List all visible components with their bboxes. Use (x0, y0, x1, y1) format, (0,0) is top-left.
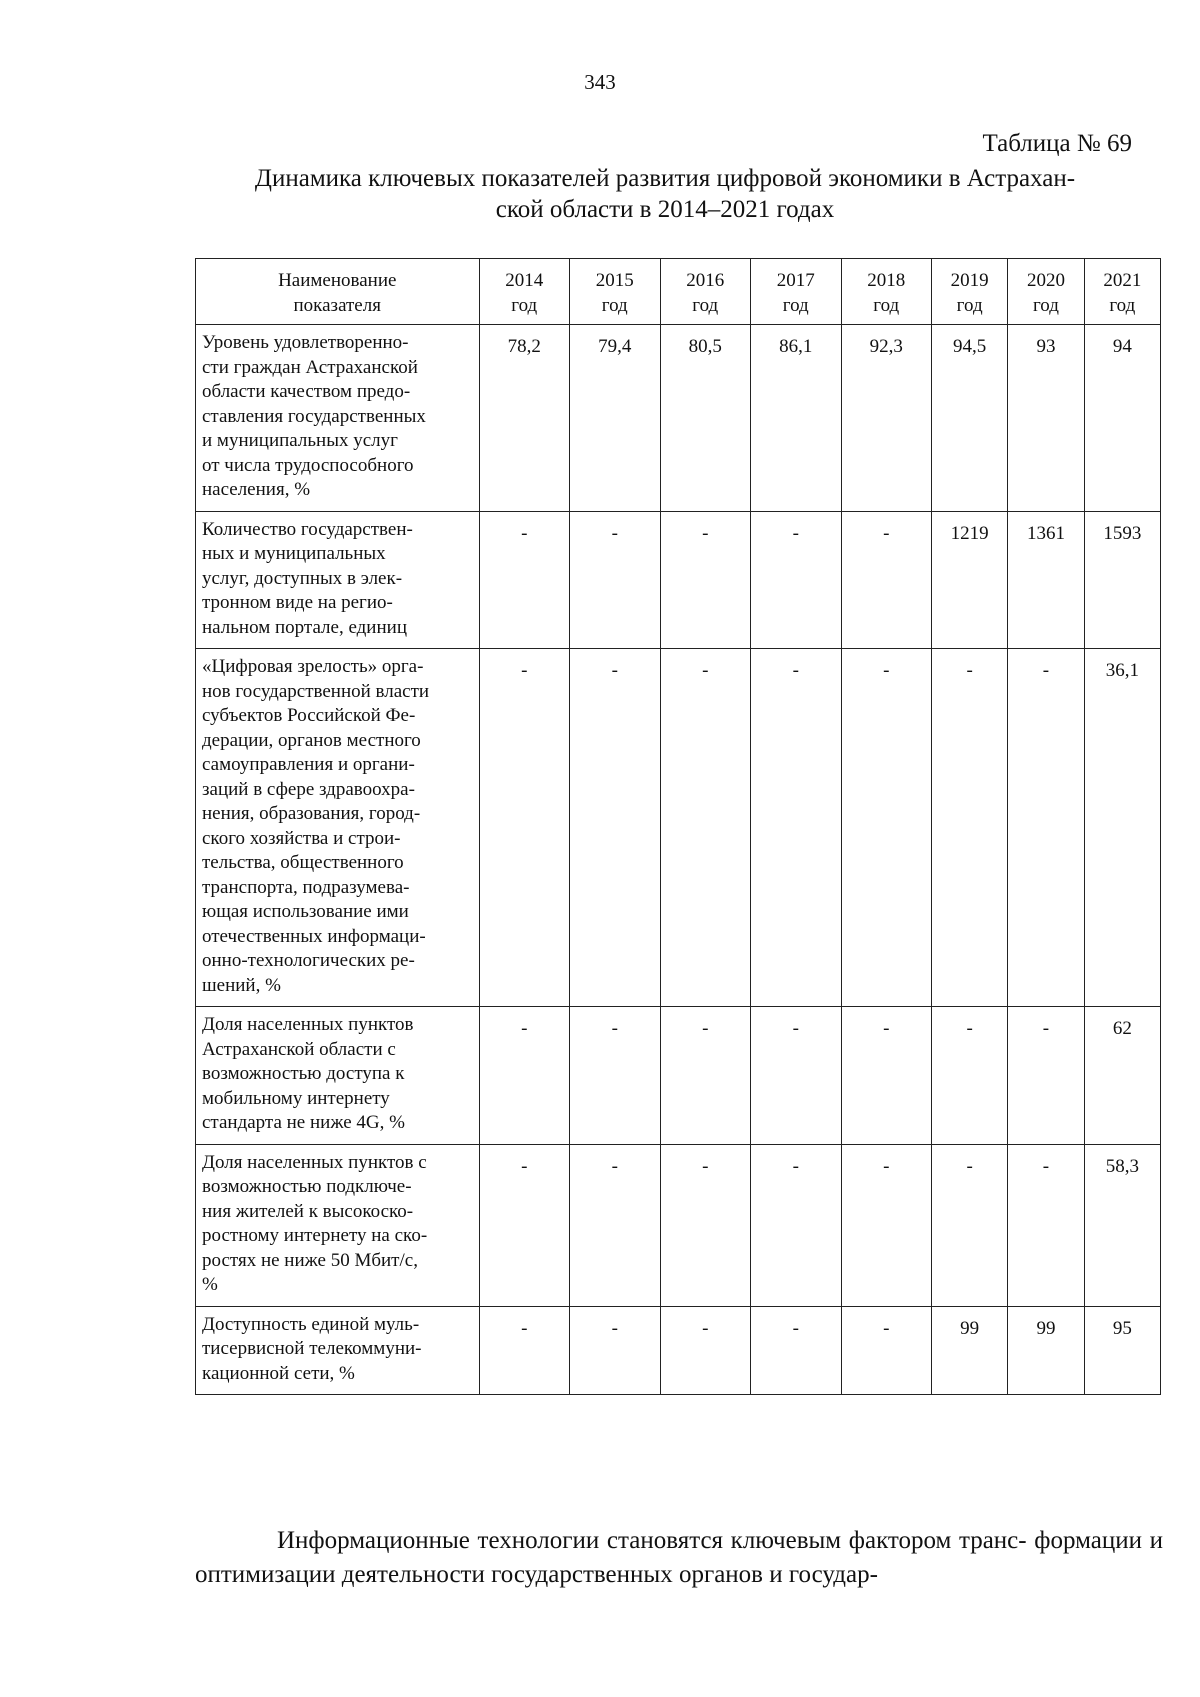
header-year: 2015 (595, 270, 634, 291)
indicator-name-cell (196, 1007, 480, 1145)
value-cell: 94 (1084, 325, 1160, 512)
table-row (196, 649, 1161, 1007)
header-year-cell (841, 259, 932, 325)
value-cell: - (751, 1007, 842, 1145)
header-year-cell (479, 259, 570, 325)
header-year: 2019 (950, 270, 989, 291)
value-cell: - (660, 1007, 751, 1145)
value-cell: - (751, 511, 842, 649)
value-cell: 62 (1084, 1007, 1160, 1145)
value-cell: 78,2 (479, 325, 570, 512)
indicator-name-line: Доля населенных пунктов с (202, 1151, 427, 1173)
indicator-name-line: «Цифровая зрелость» орга- (202, 656, 424, 677)
value-cell: - (479, 1007, 570, 1145)
value-cell: 79,4 (570, 325, 661, 512)
indicator-name-line: ского хозяйства и строи- (202, 827, 401, 849)
header-year: 2020 (1026, 270, 1065, 291)
table-row (196, 1007, 1161, 1145)
header-unit: год (511, 295, 538, 316)
header-year-cell (751, 259, 842, 325)
indicator-name-line: ющая использование ими (202, 901, 409, 922)
indicator-name-line: нов государственной власти (202, 680, 430, 702)
value-cell: - (751, 1144, 842, 1306)
indicator-name-cell (196, 511, 480, 649)
header-name-line: показателя (293, 295, 381, 316)
value-cell: - (841, 649, 932, 1007)
indicator-name-cell (196, 325, 480, 512)
value-cell: - (660, 511, 751, 649)
header-name-line: Наименование (278, 270, 397, 291)
indicator-name-line: самоуправления и органи- (202, 754, 415, 775)
indicator-name-line: % (202, 1274, 218, 1295)
value-cell: - (841, 511, 932, 649)
indicator-name-cell (196, 649, 480, 1007)
header-unit: год (1032, 295, 1059, 316)
header-name-cell (196, 259, 480, 325)
indicator-name-line: ных и муниципальных (202, 543, 386, 564)
value-cell: - (1008, 1007, 1084, 1145)
indicator-name-line: заций в сфере здравоохра- (202, 778, 415, 800)
table-row (196, 1306, 1161, 1395)
value-cell: 1593 (1084, 511, 1160, 649)
value-cell: - (479, 1306, 570, 1395)
value-cell: - (841, 1144, 932, 1306)
indicator-name-line: сти граждан Астраханской (202, 356, 418, 378)
table-row (196, 1144, 1161, 1306)
value-cell: - (479, 649, 570, 1007)
indicator-name-line: возможностью доступа к (202, 1063, 405, 1084)
value-cell: - (751, 649, 842, 1007)
indicator-name-line: онно-технологических ре- (202, 950, 415, 971)
value-cell: 86,1 (751, 325, 842, 512)
table-title-line: Динамика ключевых показателей развития цифровой экономики в Астрахан- (254, 165, 1076, 192)
value-cell: 93 (1008, 325, 1084, 512)
indicator-name-line: Уровень удовлетворенно- (202, 332, 409, 353)
header-year: 2016 (686, 270, 725, 291)
header-unit: год (692, 295, 719, 316)
indicator-name-cell (196, 1144, 480, 1306)
table-row (196, 325, 1161, 512)
indicator-name-line: шений, % (202, 974, 281, 996)
value-cell: 80,5 (660, 325, 751, 512)
value-cell: 58,3 (1084, 1144, 1160, 1306)
indicator-name-line: кационной сети, % (202, 1362, 355, 1384)
value-cell: - (1008, 1144, 1084, 1306)
value-cell: 99 (932, 1306, 1008, 1395)
header-year: 2017 (776, 270, 815, 291)
value-cell: - (570, 1306, 661, 1395)
value-cell: - (841, 1306, 932, 1395)
indicator-name-line: населения, % (202, 479, 311, 500)
header-year-cell (1008, 259, 1084, 325)
table-title (195, 163, 1135, 225)
table-title-line: ской области в 2014–2021 годах (495, 196, 835, 223)
page-number: 343 (584, 70, 616, 94)
value-cell: - (570, 1144, 661, 1306)
indicator-name-line: Доступность единой муль- (202, 1313, 420, 1335)
header-unit: год (1109, 295, 1136, 316)
indicator-name-line: ростному интернету на ско- (202, 1225, 428, 1246)
indicator-name-line: возможностью подключе- (202, 1176, 412, 1197)
indicator-name-line: нения, образования, город- (202, 803, 421, 824)
header-year-cell (660, 259, 751, 325)
indicator-name-line: транспорта, подразумева- (202, 876, 410, 898)
value-cell: - (479, 1144, 570, 1306)
header-unit: год (601, 295, 628, 316)
table-header-row (196, 259, 1161, 325)
indicator-name-line: дерации, органов местного (202, 729, 421, 751)
value-cell: - (932, 1144, 1008, 1306)
body-paragraph (195, 1524, 1163, 1592)
value-cell: 1219 (932, 511, 1008, 649)
value-cell: - (841, 1007, 932, 1145)
indicator-name-line: тронном виде на регио- (202, 592, 393, 613)
value-cell: 95 (1084, 1306, 1160, 1395)
value-cell: - (479, 511, 570, 649)
header-year: 2018 (867, 270, 906, 291)
indicator-name-line: услуг, доступных в элек- (202, 567, 403, 589)
value-cell: 92,3 (841, 325, 932, 512)
value-cell: - (660, 1144, 751, 1306)
value-cell: 99 (1008, 1306, 1084, 1395)
indicator-name-line: стандарта не ниже 4G, % (202, 1112, 405, 1133)
indicator-name-line: тельства, общественного (202, 852, 404, 873)
header-unit: год (956, 295, 983, 316)
value-cell: 1361 (1008, 511, 1084, 649)
indicator-name-line: и муниципальных услуг (202, 430, 398, 451)
header-unit: год (873, 295, 900, 316)
indicator-name-line: Доля населенных пунктов (202, 1014, 414, 1035)
value-cell: - (932, 1007, 1008, 1145)
value-cell: 36,1 (1084, 649, 1160, 1007)
indicator-name-line: Астраханской области с (202, 1038, 396, 1060)
value-cell: - (660, 1306, 751, 1395)
header-year-cell (570, 259, 661, 325)
value-cell: - (570, 511, 661, 649)
paragraph-line: формации и оптимизации деятельности государственных органов и государ- (195, 1527, 1163, 1588)
value-cell: 94,5 (932, 325, 1008, 512)
value-cell: - (1008, 649, 1084, 1007)
header-year: 2021 (1103, 270, 1142, 291)
indicator-name-line: субъектов Российской Фе- (202, 705, 416, 726)
value-cell: - (660, 649, 751, 1007)
indicator-name-line: Количество государствен- (202, 518, 413, 540)
indicator-name-line: области качеством предо- (202, 381, 411, 402)
value-cell: - (570, 649, 661, 1007)
value-cell: - (932, 649, 1008, 1007)
indicator-name-line: от числа трудоспособного (202, 454, 414, 476)
indicator-name-line: отечественных информаци- (202, 925, 426, 947)
header-unit: год (782, 295, 809, 316)
table-label: Таблица № 69 (982, 130, 1132, 157)
header-year: 2014 (505, 270, 544, 291)
indicator-name-line: мобильному интернету (202, 1087, 390, 1109)
value-cell: - (570, 1007, 661, 1145)
indicator-name-line: ния жителей к высокоско- (202, 1200, 414, 1222)
indicator-name-cell (196, 1306, 480, 1395)
table-row (196, 511, 1161, 649)
header-year-cell (932, 259, 1008, 325)
paragraph-line: Информационные технологии становятся ключевым фактором транс- (277, 1527, 1027, 1554)
indicator-name-line: ростях не ниже 50 Мбит/с, (202, 1249, 418, 1271)
indicator-name-line: нальном портале, единиц (202, 616, 407, 638)
value-cell: - (751, 1306, 842, 1395)
indicator-name-line: тисервисной телекоммуни- (202, 1338, 422, 1359)
indicators-table (195, 258, 1161, 1395)
header-year-cell (1084, 259, 1160, 325)
indicator-name-line: ставления государственных (202, 405, 426, 427)
